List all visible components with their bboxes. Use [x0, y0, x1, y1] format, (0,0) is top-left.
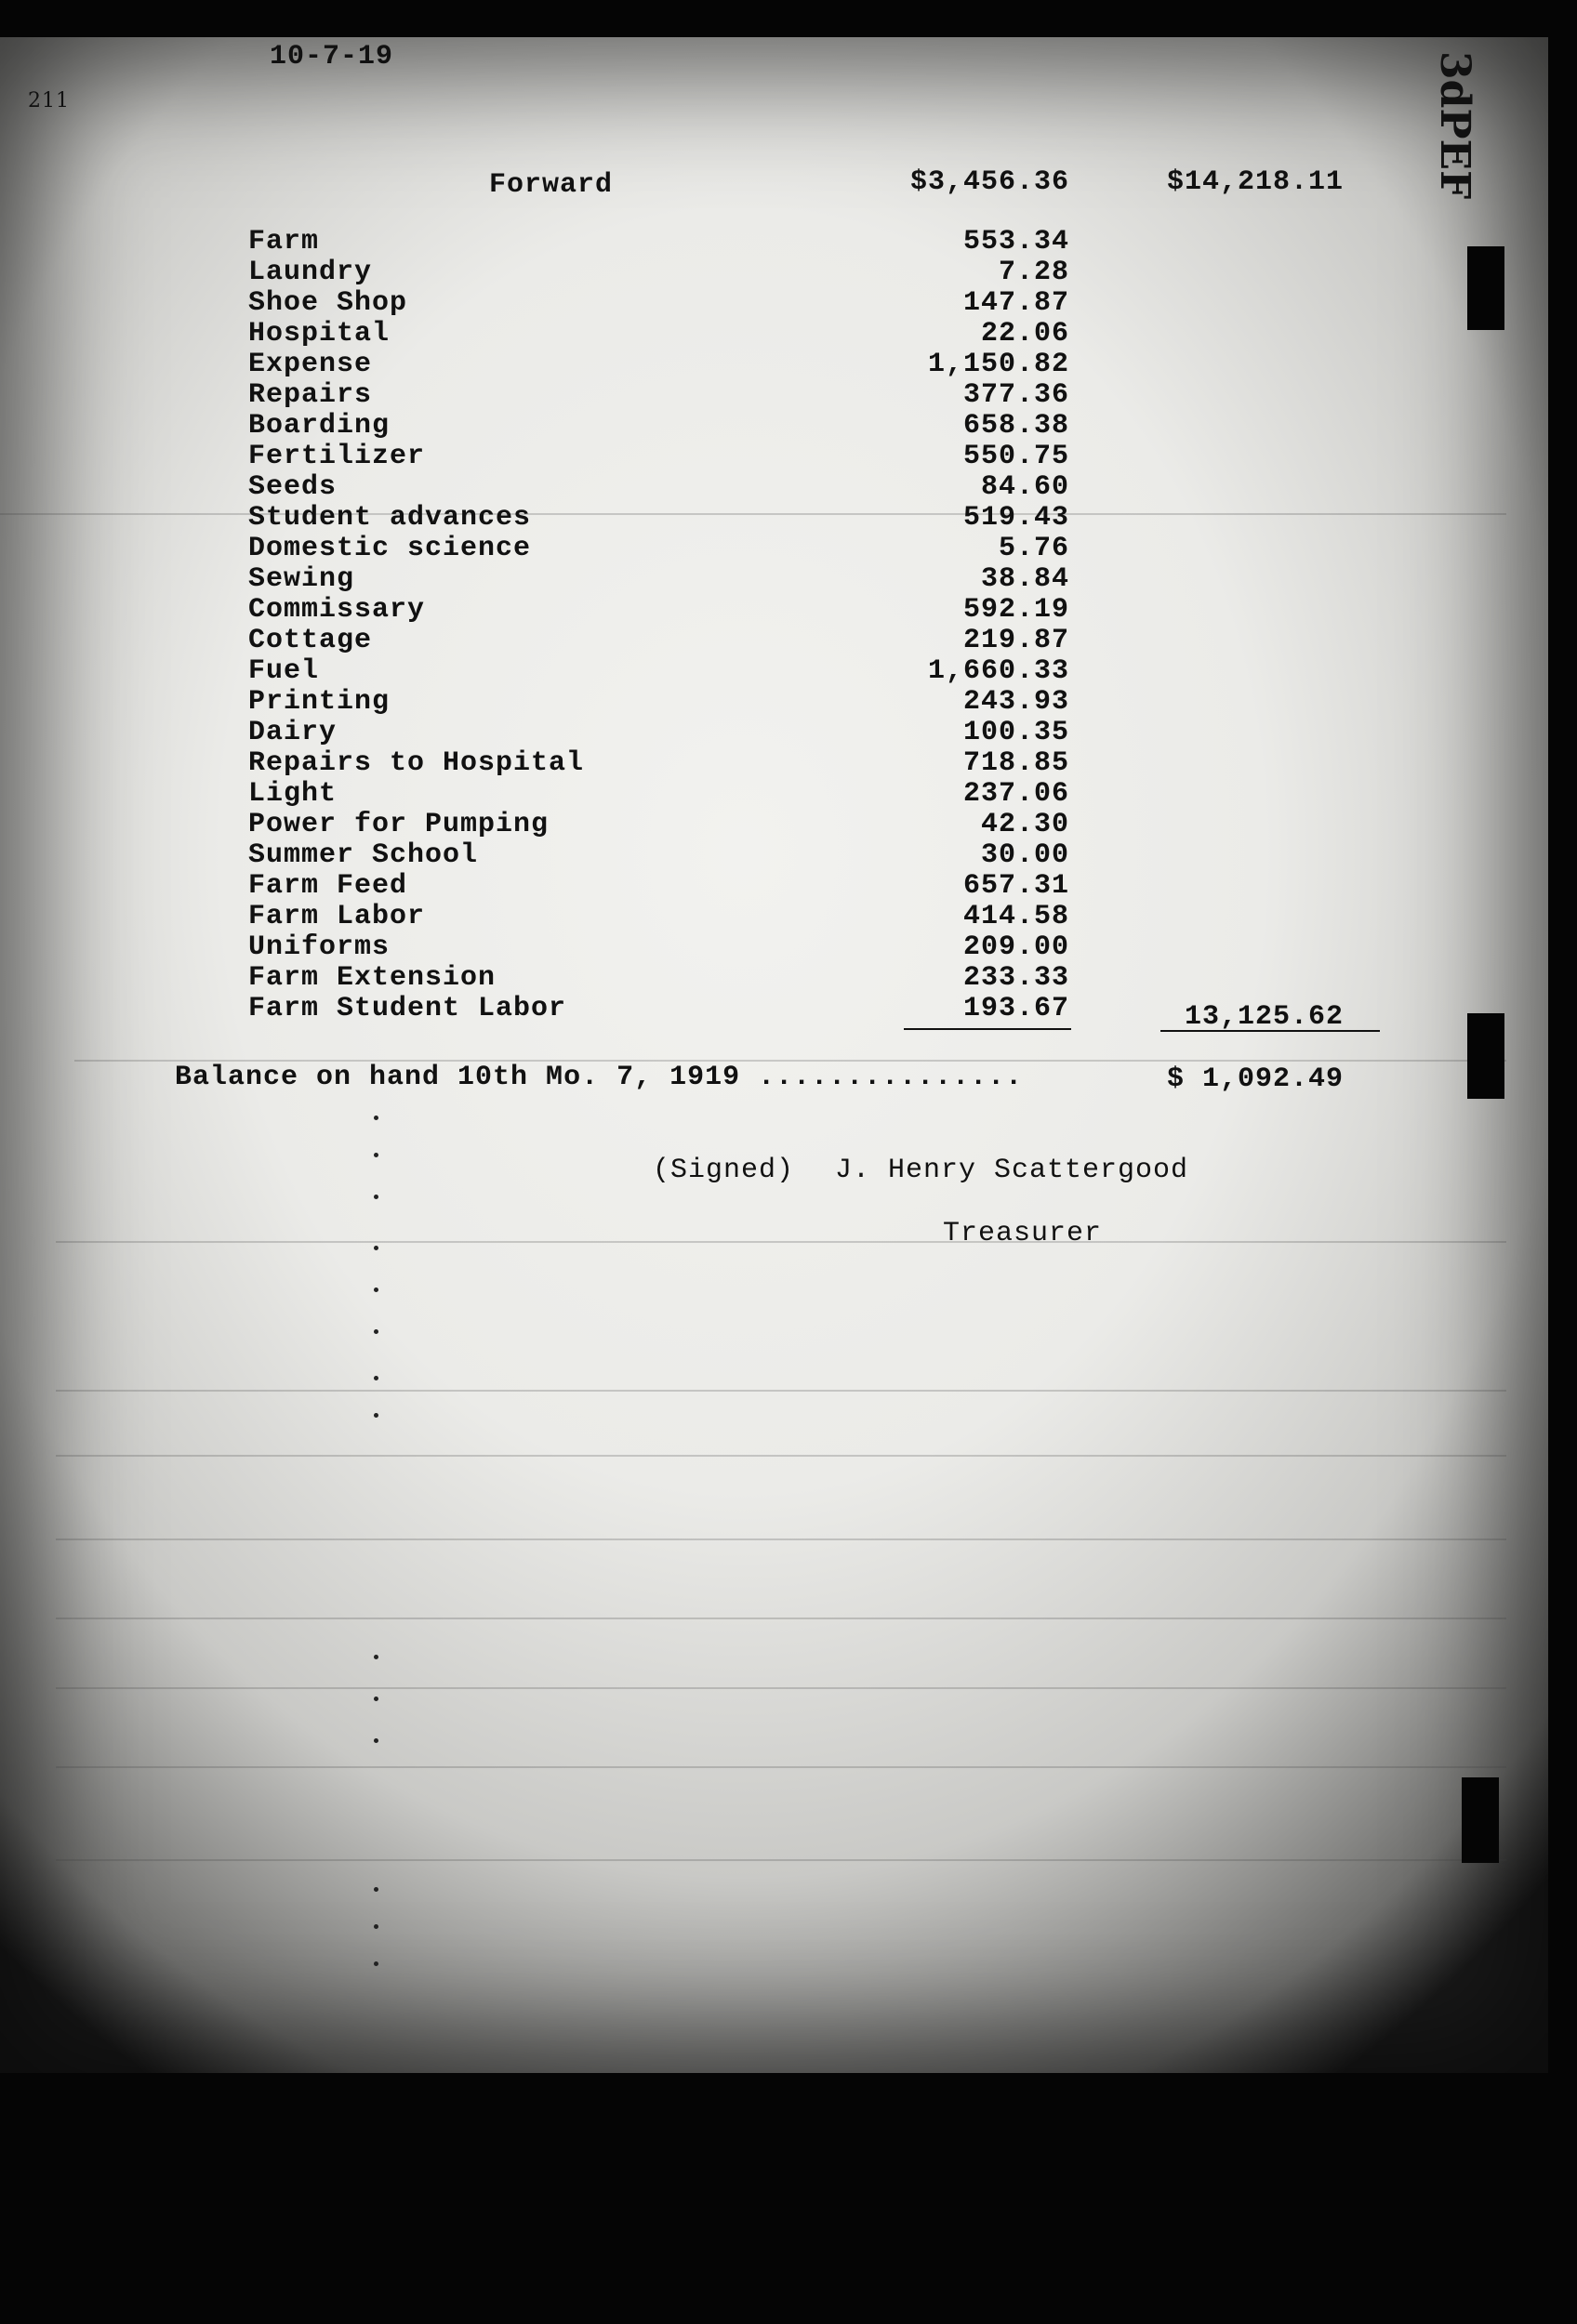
expenditure-label: Repairs to Hospital [248, 747, 585, 779]
paper-rule [56, 1766, 1506, 1768]
binding-dot [374, 1924, 378, 1929]
expenditure-row [248, 839, 1085, 870]
expenditure-amount: 1,150.82 [927, 349, 1069, 380]
expenditure-label: Fertilizer [248, 441, 426, 472]
expenditure-label: Sewing [248, 563, 355, 595]
forward-total: $14,218.11 [1166, 166, 1344, 198]
signer-name: J. Henry Scattergood [835, 1155, 1189, 1186]
expenditure-row [248, 655, 1085, 686]
expenditure-label: Student advances [248, 502, 532, 534]
expenditure-row [248, 502, 1085, 533]
binding-dot [374, 1153, 378, 1157]
balance-amount: $ 1,092.49 [1166, 1063, 1344, 1095]
expenditure-label: Fuel [248, 655, 320, 687]
page-mark: 211 [28, 89, 70, 112]
binding-dot [374, 1413, 378, 1418]
expenditure-row [248, 471, 1085, 502]
expenditure-amount: 147.87 [962, 287, 1069, 319]
index-tab-mark [1462, 1777, 1499, 1863]
expenditure-row [248, 778, 1085, 809]
document-date: 10-7-19 [270, 41, 394, 73]
expenditure-amount: 592.19 [962, 594, 1069, 626]
expenditure-row [248, 257, 1085, 287]
expenditure-amount: 657.31 [962, 870, 1069, 902]
expenditure-amount: 42.30 [980, 809, 1069, 840]
expenditure-label: Domestic science [248, 533, 532, 564]
expenditure-amount: 553.34 [962, 226, 1069, 257]
expenditure-row [248, 441, 1085, 471]
index-tab-mark [1467, 246, 1504, 330]
expenditure-row [248, 809, 1085, 839]
expenditure-row [248, 993, 1085, 1023]
expenditure-row [248, 533, 1085, 563]
expenditure-label: Printing [248, 686, 391, 718]
expenditure-row [248, 287, 1085, 318]
expenditure-amount: 100.35 [962, 717, 1069, 748]
expenditure-amount: 84.60 [980, 471, 1069, 503]
expenditure-label: Power for Pumping [248, 809, 550, 840]
binding-dot [374, 1195, 378, 1199]
expenditure-amount: 30.00 [980, 839, 1069, 871]
subtotal-underline [904, 1028, 1071, 1030]
expenditure-label: Farm Extension [248, 962, 497, 994]
expenditure-label: Repairs [248, 379, 373, 411]
binding-dot [374, 1246, 378, 1250]
expenditure-amount: 718.85 [962, 747, 1069, 779]
expenditure-amount: 519.43 [962, 502, 1069, 534]
paper-rule [56, 1859, 1506, 1861]
expenditure-row [248, 318, 1085, 349]
paper-rule [56, 1618, 1506, 1619]
expenditure-amount: 414.58 [962, 901, 1069, 932]
expenditure-label: Summer School [248, 839, 479, 871]
expenditure-label: Commissary [248, 594, 426, 626]
expenditure-row [248, 625, 1085, 655]
paper-rule [56, 1687, 1506, 1689]
expenditure-row [248, 747, 1085, 778]
expenditure-label: Laundry [248, 257, 373, 288]
expenditure-row [248, 349, 1085, 379]
expenditure-amount: 237.06 [962, 778, 1069, 810]
expenditure-row [248, 410, 1085, 441]
paper-rule [56, 1390, 1506, 1392]
expenditure-row [248, 870, 1085, 901]
expenditure-label: Expense [248, 349, 373, 380]
expenditure-label: Farm [248, 226, 320, 257]
expenditure-amount: 243.93 [962, 686, 1069, 718]
expenditure-amount: 38.84 [980, 563, 1069, 595]
expenditure-label: Light [248, 778, 338, 810]
expenditure-amount: 233.33 [962, 962, 1069, 994]
expenditure-row [248, 686, 1085, 717]
expenditure-row [248, 563, 1085, 594]
balance-label: Balance on hand 10th Mo. 7, 1919 ............... [175, 1062, 1024, 1093]
total-expenditures: 13,125.62 [1184, 1001, 1344, 1033]
expenditure-label: Farm Student Labor [248, 993, 567, 1024]
expenditure-amount: 193.67 [962, 993, 1069, 1024]
expenditure-label: Cottage [248, 625, 373, 656]
expenditure-row [248, 962, 1085, 993]
forward-label: Forward [489, 169, 614, 201]
binding-dot [374, 1116, 378, 1120]
expenditure-row [248, 717, 1085, 747]
binding-dot [374, 1887, 378, 1892]
expenditure-label: Farm Feed [248, 870, 408, 902]
expenditure-list [248, 226, 1085, 1023]
binding-dot [374, 1961, 378, 1966]
expenditure-label: Seeds [248, 471, 338, 503]
expenditure-amount: 7.28 [998, 257, 1069, 288]
expenditure-amount: 658.38 [962, 410, 1069, 442]
expenditure-row [248, 901, 1085, 931]
expenditure-amount: 377.36 [962, 379, 1069, 411]
forward-subtotal: $3,456.36 [909, 166, 1069, 198]
binding-dot [374, 1655, 378, 1659]
expenditure-amount: 1,660.33 [927, 655, 1069, 687]
expenditure-amount: 219.87 [962, 625, 1069, 656]
expenditure-label: Shoe Shop [248, 287, 408, 319]
expenditure-row [248, 594, 1085, 625]
index-tab-mark [1467, 1013, 1504, 1099]
expenditure-amount: 22.06 [980, 318, 1069, 350]
expenditure-label: Uniforms [248, 931, 391, 963]
expenditure-amount: 550.75 [962, 441, 1069, 472]
expenditure-row [248, 226, 1085, 257]
expenditure-label: Hospital [248, 318, 391, 350]
expenditure-label: Farm Labor [248, 901, 426, 932]
file-code: 3dPEF [1431, 51, 1478, 200]
binding-dot [374, 1738, 378, 1743]
signer-title: Treasurer [943, 1218, 1103, 1249]
binding-dot [374, 1697, 378, 1701]
binding-dot [374, 1287, 378, 1292]
expenditure-row [248, 931, 1085, 962]
expenditure-label: Dairy [248, 717, 338, 748]
paper-rule [56, 1455, 1506, 1457]
expenditure-amount: 209.00 [962, 931, 1069, 963]
binding-dot [374, 1329, 378, 1334]
signed-label: (Signed) [653, 1155, 795, 1186]
expenditure-label: Boarding [248, 410, 391, 442]
expenditure-row [248, 379, 1085, 410]
paper-rule [56, 1241, 1506, 1243]
paper-rule [56, 1538, 1506, 1540]
binding-dot [374, 1376, 378, 1380]
expenditure-amount: 5.76 [998, 533, 1069, 564]
